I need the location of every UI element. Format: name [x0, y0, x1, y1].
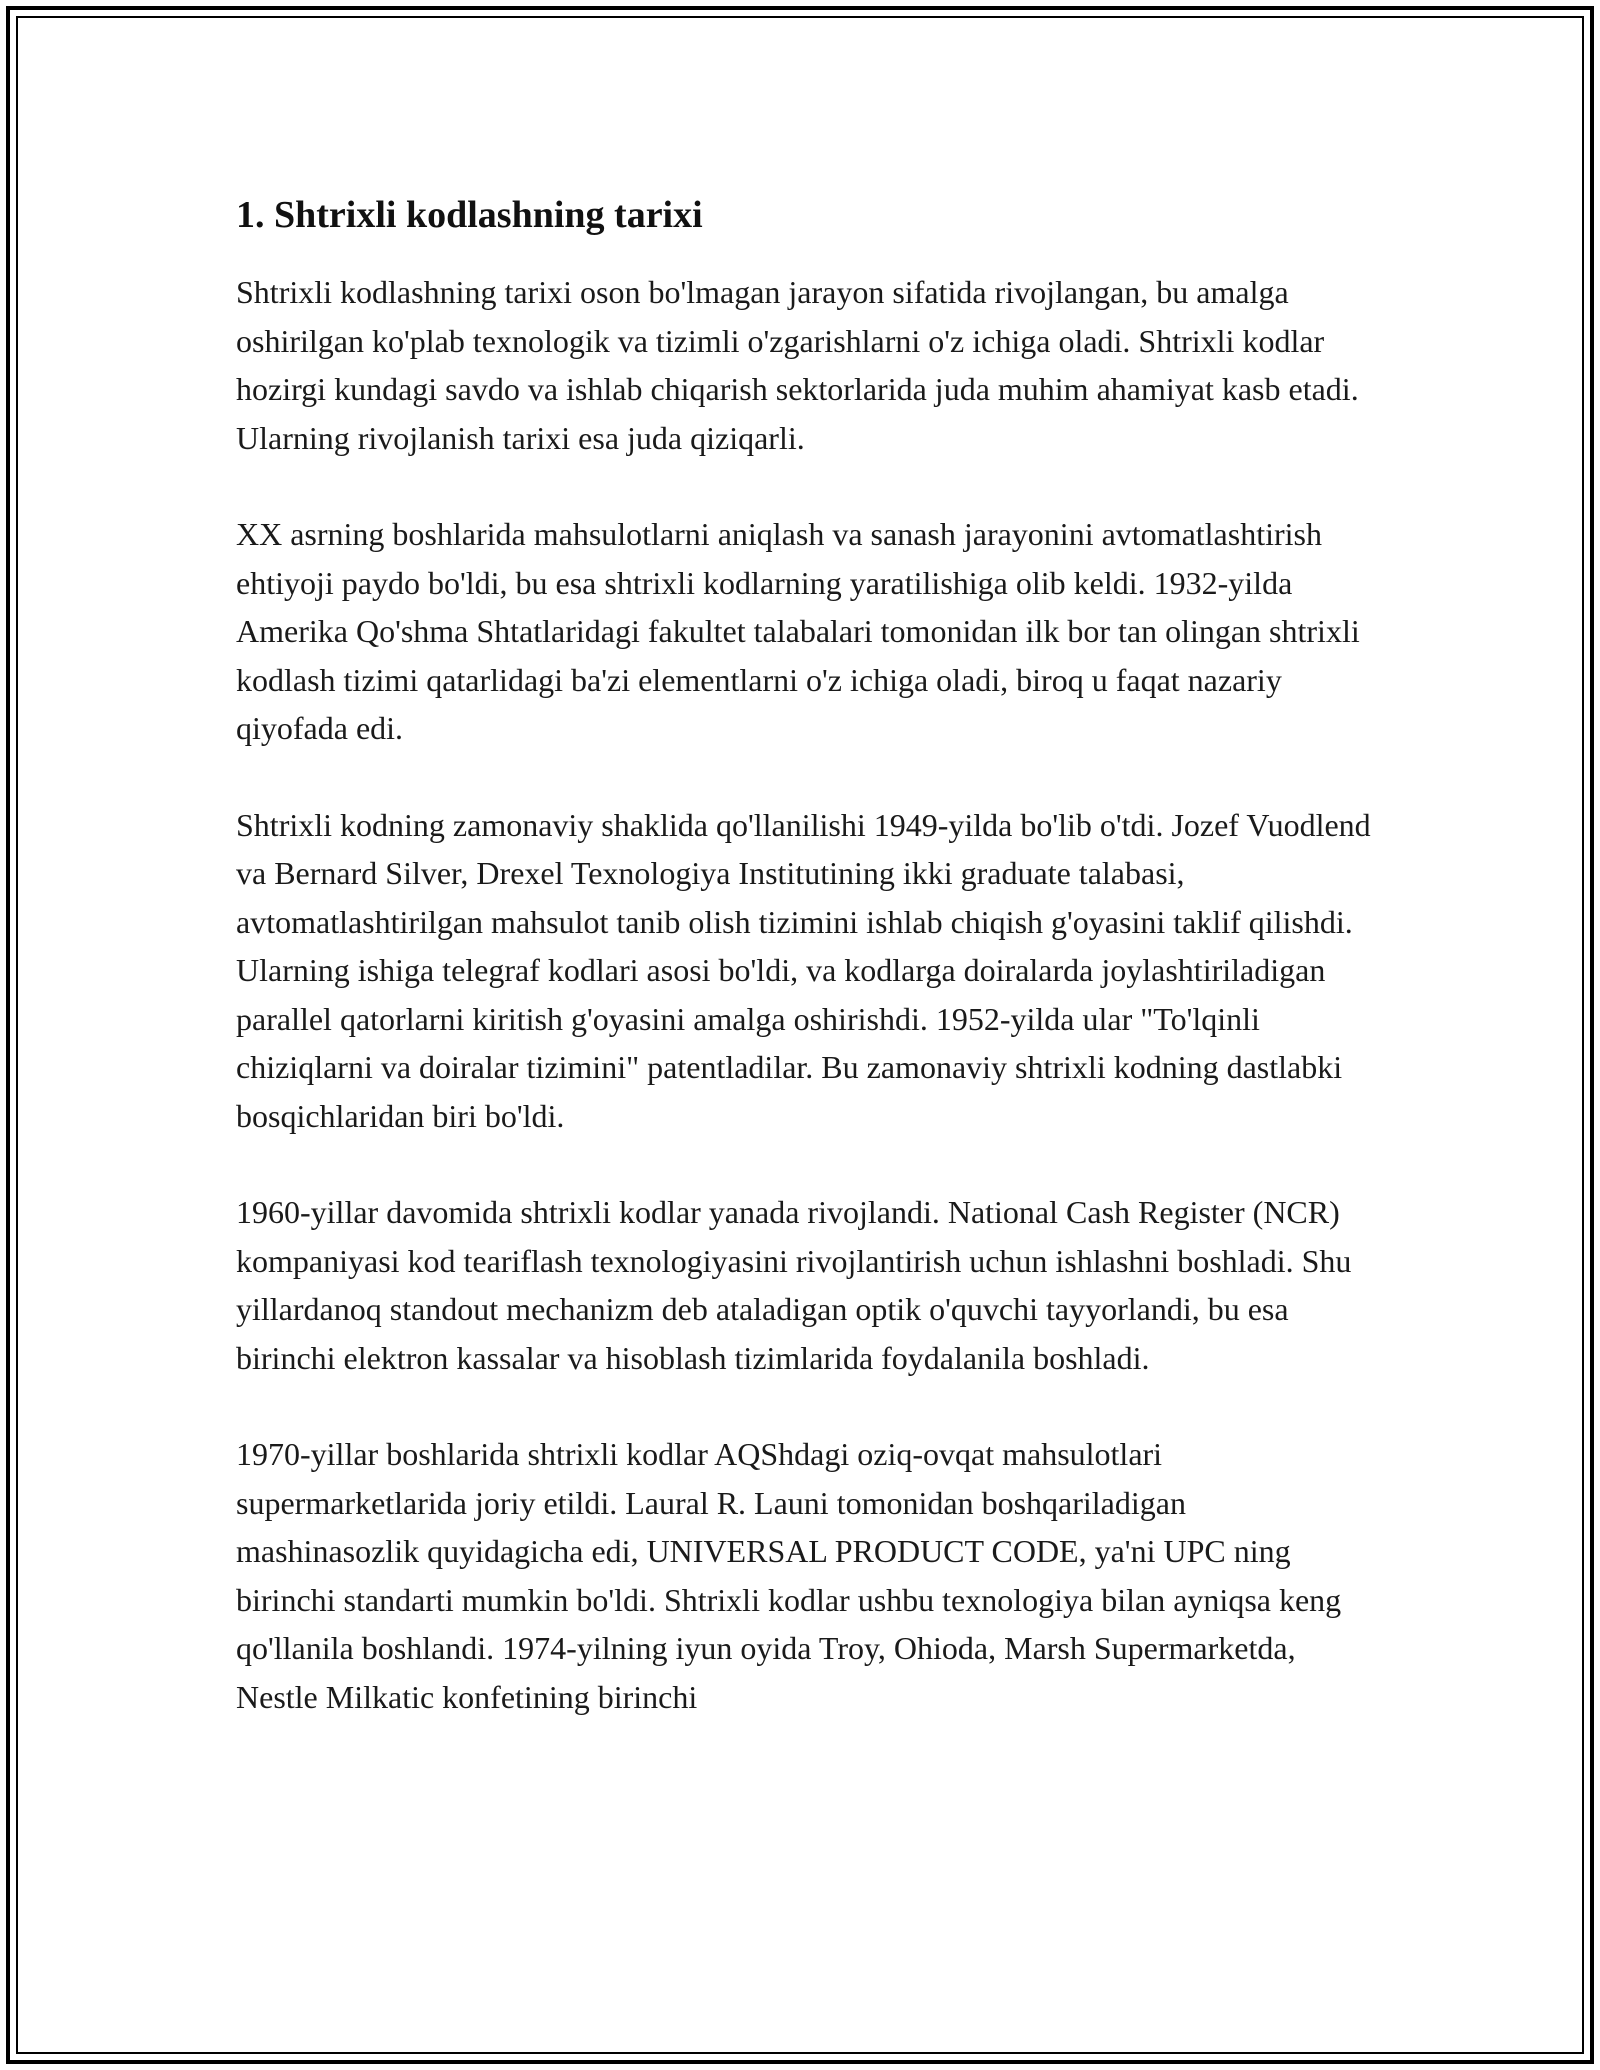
paragraph-1970s: 1970-yillar boshlarida shtrixli kodlar AQShdagi oziq-ovqat mahsulotlari supermarketlarida joriy etildi. Laural R. Launi tomonidan boshqariladigan mashinasozlik quyidagicha edi, UNIVERSAL PRODUCT CODE, ya'ni UPC ning birinchi standarti mumkin bo'ldi. Shtrixli kodlar ushbu texnologiya bilan ayniqsa keng qo'llanila boshlandi. 1974-yilning iyun oyida Troy, Ohioda, Marsh Supermarketda, Nestle Milkatic konfetining birinchi: [236, 1436, 1342, 1715]
paragraph-intro: Shtrixli kodlashning tarixi oson bo'lmagan jarayon sifatida rivojlangan, bu amalga oshirilgan ko'plab texnologik va tizimli o'zgarishlarni o'z ichiga oladi. Shtrixli kodlar hozirgi kundagi savdo va ishlab chiqarish sektorlarida juda muhim ahamiyat kasb etadi. Ularning rivojlanish tarixi esa juda qiziqarli.: [236, 274, 1359, 456]
paragraph-early-history: XX asrning boshlarida mahsulotlarni aniqlash va sanash jarayonini avtomatlashtirish ehtiyoji paydo bo'ldi, bu esa shtrixli kodlarning yaratilishiga olib keldi. 1932-yilda Amerika Qo'shma Shtatlaridagi fakultet talabalari tomonidan ilk bor tan olingan shtrixli kodlash tizimi qatarlidagi ba'zi elementlarni o'z ichiga oladi, biroq u faqat nazariy qiyofada edi.: [236, 516, 1360, 746]
section-heading: 1. Shtrixli kodlashning tarixi: [236, 194, 703, 236]
paragraph-1960s: 1960-yillar davomida shtrixli kodlar yanada rivojlandi. National Cash Register (NCR) kompaniyasi kod teariflash texnologiyasini rivojlantirish uchun ishlashni boshladi. Shu yillardanoq standout mechanizm deb ataladigan optik o'quvchi tayyorlandi, bu esa birinchi elektron kassalar va hisoblash tizimlarida foydalanila boshladi.: [236, 1194, 1352, 1376]
document-body: [236, 188, 1376, 1769]
paragraph-modern-form: Shtrixli kodning zamonaviy shaklida qo'llanilishi 1949-yilda bo'lib o'tdi. Jozef Vuodlend va Bernard Silver, Drexel Texnologiya Institutining ikki graduate talabasi, avtomatlashtirilgan mahsulot tanib olish tizimini ishlab chiqish g'oyasini taklif qilishdi. Ularning ishiga telegraf kodlari asosi bo'ldi, va kodlarga doiralarda joylashtiriladigan parallel qatorlarni kiritish g'oyasini amalga oshirishdi. 1952-yilda ular "To'lqinli chiziqlarni va doiralar tizimini" patentladilar. Bu zamonaviy shtrixli kodning dastlabki bosqichlaridan biri bo'ldi.: [236, 806, 1371, 1134]
